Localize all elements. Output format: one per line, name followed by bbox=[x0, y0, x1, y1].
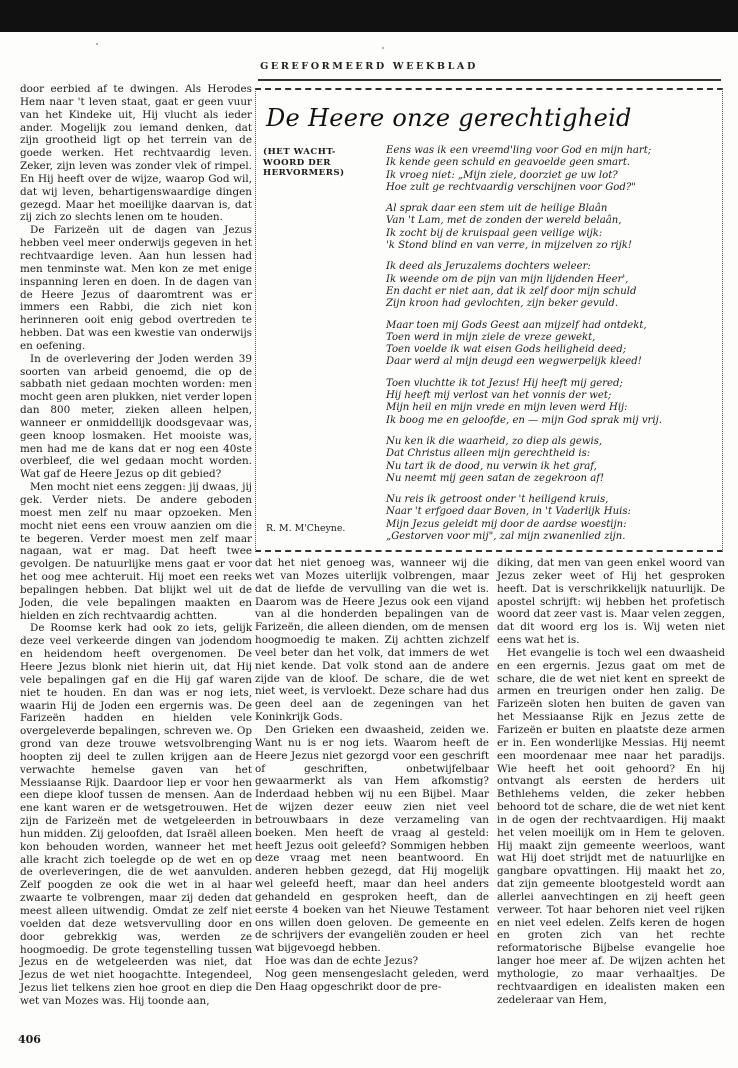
paragraph: Het evangelie is toch wel een dwaasheid en een ergernis. Jezus gaat om met de schare, die de wet niet kent en spreekt de armen en treurigen onder hen zalig. De Farizeën sloten hen buiten de gaven van het Messiaanse Rijk en Jezus zette de Farizeën er buiten en plaatste deze armen er in. Een wonderlijke Messias. Hij neemt een moordenaar mee naar het paradijs. Wie heeft het ooit gehoord? En hij ontvangt als eersten de herders uit Bethlehems velden, die zeker hebben behoord tot de schare, die de wet niet kent in de ogen der rechtvaardigen. Hij maakt het velen moeilijk om in Hem te geloven. Hij maakt zijn gemeente weerloos, want wat Hij doet strijdt met de natuurlijke en gangbare opvattingen. Hij maakt het zo, dat zijn gemeente blootgesteld wordt aan allerlei aanvechtingen en zij heeft geen verweer. Tot haar behoren niet veel rijken en niet veel edelen. Zelfs keren de hogen en groten zich van het rechte reformatorische Bijbelse evangelie hoe langer hoe meer af. De wijzen achten het mythologie, zo maar verhaaltjes. De rechtvaardigen en idealisten maken een zedeleraar van Hem, bbox=[497, 646, 725, 1006]
poem-line: Dat Christus alleen mijn gerechtheid is: bbox=[386, 448, 591, 460]
header-rule bbox=[258, 79, 721, 81]
middle-column bbox=[255, 557, 489, 994]
poem-line: Ik kende geen schuld en geavoelde geen smart. bbox=[386, 157, 631, 169]
poem-subtitle-line: HERVORMERS) bbox=[263, 168, 345, 179]
poem-line: Zijn kroon had gevlochten, zijn beker gevuld. bbox=[386, 298, 619, 310]
poem-line: En dacht er niet aan, dat ik zelf door mijn schuld bbox=[386, 285, 637, 297]
poem-body bbox=[386, 145, 722, 552]
poem-line: Ik deed als Jeruzalems dochters weleer: bbox=[386, 261, 591, 273]
poem-line: Hoe zult ge rechtvaardig verschijnen voor God?" bbox=[386, 181, 636, 193]
paragraph: diking, dat men van geen enkel woord van Jezus zeker weet of Hij het gesproken heeft. Dat is verschrikkelijk natuurlijk. De apostel schrijft: wij hebben het profetisch woord dat zeer vast is. Maar velen zeggen, dat dit woord erg los is. Wij weten niet eens wat het is. bbox=[497, 557, 725, 647]
poem-line: Nu ken ik die waarheid, zo diep als gewis, bbox=[386, 435, 603, 447]
poem-line: 'k Stond blind en van verre, in mijzelven zo rijk! bbox=[386, 240, 632, 252]
poem-title: De Heere onze gerechtigheid bbox=[266, 104, 632, 132]
left-column bbox=[20, 83, 252, 1008]
paragraph: Nog geen mensengeslacht geleden, werd Den Haag opgeschrikt door de pre- bbox=[255, 968, 489, 993]
poem-subtitle-line: WOORD DER bbox=[263, 157, 331, 168]
poem-line: Hij heeft mij verlost van het vonnis der wet; bbox=[386, 390, 612, 402]
poem-subtitle bbox=[263, 147, 353, 179]
poem-line: Ik boog me en geloofde, en — mijn God sprak mij vrij. bbox=[386, 414, 662, 426]
poem-stanza bbox=[386, 378, 722, 427]
paragraph: Hoe was dan de echte Jezus? bbox=[265, 955, 419, 968]
poem-stanza bbox=[386, 261, 722, 310]
page-number: 406 bbox=[18, 1033, 41, 1046]
poem-line: Mijn heil en mijn vrede en mijn leven werd Hij: bbox=[386, 402, 628, 414]
poem-line: Eens was ik een vreemd'ling voor God en mijn hart; bbox=[386, 145, 652, 156]
poem-line: Al sprak daar een stem uit de heilige Blaân bbox=[386, 203, 608, 215]
poem-box bbox=[255, 88, 723, 552]
paragraph: In de overlevering der Joden werden 39 soorten van arbeid genoemd, die op de sabbath niet gedaan mochten worden: men mocht geen aren plukken, niet verder lopen dan 800 meter, zieken alleen helpen, wanneer er onmiddellijk doodsgevaar was, geen knoop losmaken. Het mooiste was, men had me de kans dat er nog een 40ste overbleef, die wel gedaan mocht worden. Wat gaf de Heere Jezus op dit gebied? bbox=[20, 352, 252, 481]
poem-line: Ik vroeg niet: „Mijn ziele, doorziet ge uw lot? bbox=[386, 169, 618, 181]
poem-stanza bbox=[386, 436, 722, 485]
running-header: GEREFORMEERD WEEKBLAD bbox=[260, 61, 478, 72]
paragraph: door eerbied af te dwingen. Als Herodes Hem naar 't leven staat, gaat er geen vuur van het Kindeke uit, Hij vlucht als ieder ander. Mogelijk zou iemand denken, dat zijn grootheid ligt op het terrein van de goede werken. Het rechtvaardig leven. Zeker, zijn leven was zonder vlek of rimpel. En Hij heeft over de wijze, waarop God wil, dat wij leven, behartigenswaardige dingen gezegd. Maar het moeilijke daarvan is, dat zij zich zo slechts lenen om te houden. bbox=[20, 83, 252, 224]
poem-line: Ik weende om de pijn van mijn lijdenden Heer', bbox=[386, 273, 629, 285]
scan-speck bbox=[96, 43, 98, 45]
top-scan-border bbox=[0, 0, 738, 32]
poem-line: Nu tart ik de dood, nu verwin ik het graf, bbox=[386, 460, 597, 472]
poem-subtitle-line: (HET WACHT- bbox=[263, 147, 336, 157]
poem-line: Toen voelde ik wat eisen Gods heiligheid deed; bbox=[386, 344, 627, 356]
poem-line: Daar werd al mijn deugd een wegwerpelijk kleed! bbox=[386, 356, 642, 368]
paragraph: Den Grieken een dwaasheid, zeiden we. Want nu is er nog iets. Waarom heeft de Heere Jezus niet gezorgd voor een geschrift of geschriften, onbetwijfelbaar gewaarmerkt als van Hem afkomstig? Inderdaad hebben wij nu een Bijbel. Maar de wijzen dezer eeuw zien niet veel betrouwbaars in deze verzameling van boeken. Men heeft de vraag al gesteld: heeft Jezus ooit geleefd? Sommigen hebben deze vraag met neen beantwoord. En anderen hebben gezegd, dat Hij mogelijk wel geleefd heeft, maar dan heel anders gehandeld en gesproken heeft, dan de eerste 4 boeken van het Nieuwe Testament ons willen doen geloven. De gemeente en de schrijvers der evangeliën zouden er heel wat bijgevoegd hebben. bbox=[255, 723, 489, 955]
poem-line: Maar toen mij Gods Geest aan mijzelf had ontdekt, bbox=[386, 319, 647, 331]
poem-line: „Gestorven voor mij", zal mijn zwanenlied zijn. bbox=[386, 531, 626, 543]
poem-author: R. M. M'Cheyne. bbox=[266, 523, 346, 534]
poem-line: Van 't Lam, met de zonden der wereld belaân, bbox=[386, 215, 622, 227]
right-column bbox=[497, 557, 725, 1007]
poem-line: Nu neemt mij geen satan de zegekroon af! bbox=[386, 472, 605, 484]
poem-stanza bbox=[386, 203, 722, 252]
poem-line: Toen werd in mijn ziele de vreze gewekt, bbox=[386, 331, 596, 343]
paragraph: dat het niet genoeg was, wanneer wij die wet van Mozes uiterlijk volbrengen, maar dat de liefde de vervulling van die wet is. Daarom was de Heere Jezus ook een vijand van al die honderden bepalingen van de Farizeën, die alleen dienden, om de mensen hoogmoedig te maken. Zij achtten zichzelf veel beter dan het volk, dat immers de wet niet kende. Dat volk stond aan de andere zijde van de kloof. De schare, die de wet niet weet, is vervloekt. Deze schare had dus geen deel aan de zegeningen van het Koninkrijk Gods. bbox=[255, 557, 489, 724]
poem-stanza bbox=[386, 320, 722, 369]
paragraph: Men mocht niet eens zeggen: jij dwaas, jij gek. Verder niets. De andere geboden moest men zelf nu maar opzoeken. Men mocht niet eens een vrouw aanzien om die te begeren. Verder moest men zelf maar nagaan, wat er mag. Dat heeft twee gevolgen. De natuurlijke mens gaat er voor het oog mee achteruit. Hij moet een reeks bepalingen hebben. Dat blijkt wel uit de Joden, die vele bepalingen maakten en hielden en zich rechtvaardig achtten. bbox=[20, 481, 252, 622]
poem-stanza bbox=[386, 494, 722, 543]
poem-line: Naar 't erfgoed daar Boven, in 't Vaderlijk Huis: bbox=[386, 506, 631, 518]
paragraph: De Roomse kerk had ook zo iets, gelijk deze veel verkeerde dingen van jodendom en heidendom heeft overgenomen. De Heere Jezus blonk niet hierin uit, dat Hij vele bepalingen gaf en die Hij gaf waren niet te houden. En dan was er nog iets, waarin Hij de Joden een ergernis was. De Farizeën hadden en hielden vele overgeleverde bepalingen, schreven we. Op grond van deze trouwe wetsvolbrenging hoopten zij deel te zullen krijgen aan de verwachte hemelse gaven van het Messiaanse Rijk. Daardoor liep er voor hen een diepe kloof tussen de mensen. Aan de ene kant waren er de wetsgetrouwen. Het zijn de Farizeën met de wetgeleerden in hun midden. Zij geloofden, dat Israël alleen kon behouden worden, wanneer het met alle kracht zich toelegde op de wet en op de overleveringen, die de wet aanvulden. Zelf poogden ze ook die wet in al haar zwaarte te volbrengen, maar zij deden dat meest alleen uitwendig. Omdat ze zelf niet voelden dat deze wetsvervulling door en door gebrekkig was, werden ze hoogmoedig. De grote tegenstelling tussen Jezus en de wetgeleerden was niet, dat Jezus de wet niet hoogachtte. Integendeel, Jezus liet telkens zien hoe groot en diep die wet van Mozes was. Hij toonde aan, bbox=[20, 622, 252, 1007]
poem-line: Ik zocht bij de kruispaal geen veilige wijk: bbox=[386, 227, 603, 239]
poem-line: Nu reis ik getroost onder 't heiligend kruis, bbox=[386, 494, 609, 506]
poem-line: Mijn Jezus geleidt mij door de aardse woestijn: bbox=[386, 518, 627, 530]
poem-stanza bbox=[386, 145, 722, 194]
poem-line: Toen vluchtte ik tot Jezus! Hij heeft mij gered; bbox=[386, 377, 623, 389]
scan-speck bbox=[382, 47, 384, 49]
paragraph: De Farizeën uit de dagen van Jezus hebben veel meer onderwijs gegeven in het rechtvaardige leven. Aan hun lessen had men tenminste wat. Men kon ze met enige inspanning leren en doen. In de dagen van de Heere Jezus of daaromtrent was er immers een Rabbi, die zich niet kon herinneren ooit enig gebod overtreden te hebben. Dat was een kwestie van onderwijs en oefening. bbox=[20, 224, 252, 352]
